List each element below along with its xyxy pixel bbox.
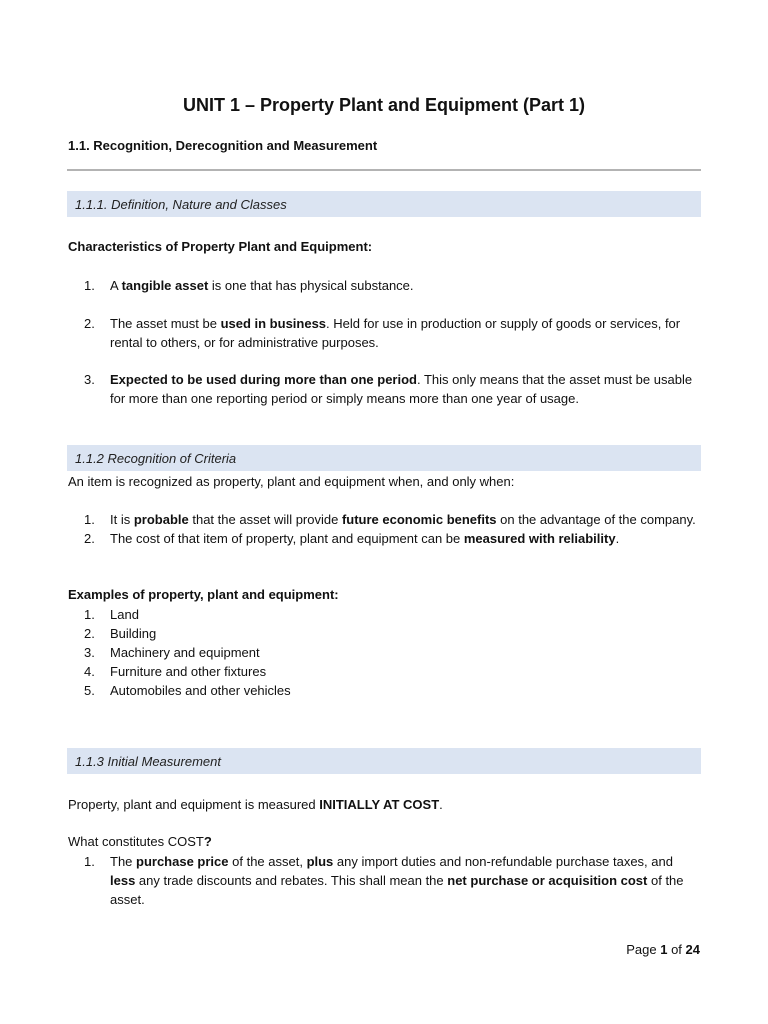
cost-question: What constitutes COST? — [68, 834, 212, 849]
list-item: 5. Automobiles and other vehicles — [84, 683, 291, 698]
cost-list — [68, 852, 700, 909]
recognition-intro: An item is recognized as property, plant and equipment when, and only when: — [68, 474, 515, 489]
examples-list — [68, 605, 700, 700]
list-item: 1. It is probable that the asset will provide future economic benefits on the advantage of the company. — [84, 512, 696, 527]
divider — [67, 169, 701, 171]
list-item: 2. The cost of that item of property, plant and equipment can be measured with reliability. — [84, 531, 620, 546]
list-item: 4. Furniture and other fixtures — [84, 664, 267, 679]
page-number: Page 1 of 24 — [626, 942, 700, 957]
page-title: UNIT 1 – Property Plant and Equipment (Part 1) — [182, 95, 586, 115]
section-band-measurement — [67, 748, 701, 774]
list-item: 2. Building — [84, 626, 157, 641]
measured-at-cost: Property, plant and equipment is measured INITIALLY AT COST. — [68, 797, 443, 812]
section-band-definition — [67, 191, 701, 217]
examples-heading: Examples of property, plant and equipment: — [68, 587, 339, 602]
section-band-label: 1.1.3 Initial Measurement — [75, 753, 221, 769]
list-item: 3. Expected to be used during more than one period. This only means that the asset must be usable for more than one reporting period or simply means more than one year of usage. — [84, 372, 693, 406]
characteristics-heading: Characteristics of Property Plant and Equipment: — [68, 239, 373, 254]
list-item: 1. The purchase price of the asset, plus any import duties and non-refundable purchase taxes, and less any trade discounts and rebates. This shall mean the net purchase or acquisition cost of the asset. — [84, 854, 684, 907]
list-item: 3. Machinery and equipment — [84, 645, 260, 660]
list-item: 1. A tangible asset is one that has physical substance. — [84, 278, 414, 293]
list-item: 1. Land — [84, 607, 139, 622]
recognition-list — [68, 510, 700, 548]
section-band-label: 1.1.1. Definition, Nature and Classes — [75, 196, 287, 212]
characteristics-list — [68, 276, 700, 295]
characteristics-list — [68, 370, 700, 408]
characteristics-list — [68, 314, 700, 352]
section-band-recognition — [67, 445, 701, 471]
section-band-label: 1.1.2 Recognition of Criteria — [75, 450, 237, 466]
section-subtitle: 1.1. Recognition, Derecognition and Measurement — [68, 138, 378, 153]
list-item: 2. The asset must be used in business. Held for use in production or supply of goods or services, for rental to others, or for administrative purposes. — [84, 316, 681, 350]
